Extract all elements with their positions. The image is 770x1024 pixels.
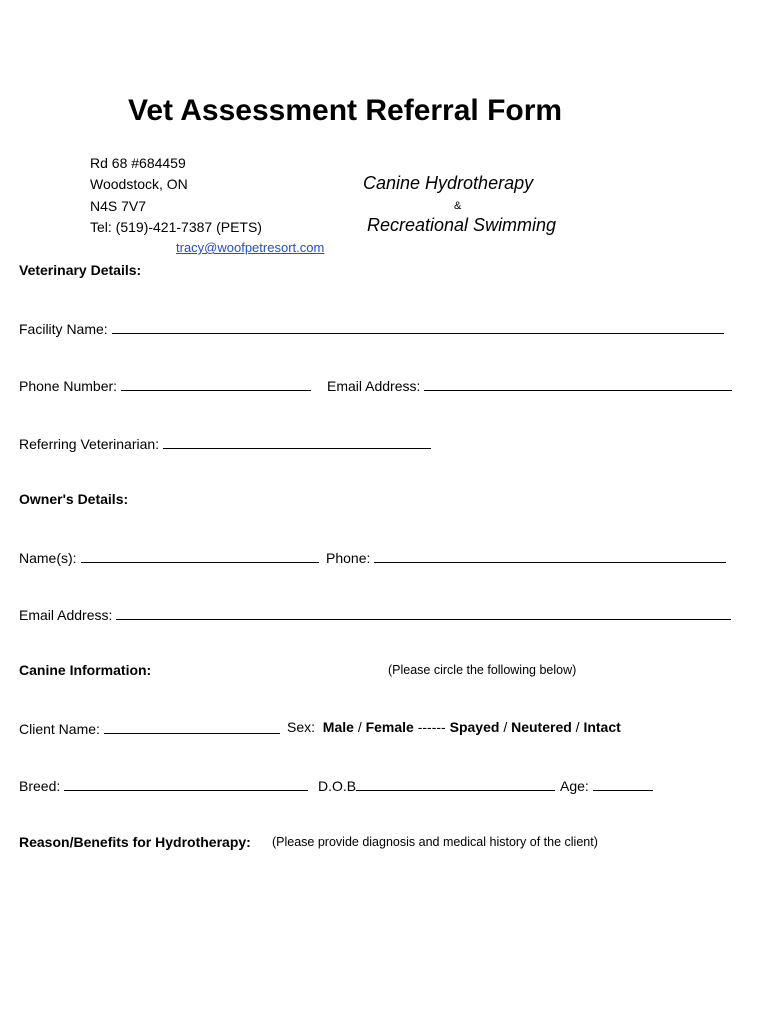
vet-phone-field[interactable] bbox=[121, 376, 311, 391]
service-hydrotherapy: Canine Hydrotherapy bbox=[363, 173, 534, 193]
sex-row bbox=[287, 719, 621, 735]
contact-email-link[interactable]: tracy@woofpetresort.com bbox=[176, 240, 325, 255]
owner-names-field[interactable] bbox=[81, 548, 319, 563]
sex-option-male[interactable]: Male bbox=[322, 719, 354, 735]
owner-email-field[interactable] bbox=[116, 605, 731, 620]
address-line-1: Rd 68 #684459 bbox=[90, 155, 186, 171]
sex-option-female[interactable]: Female bbox=[365, 719, 414, 735]
status-option-neutered[interactable]: Neutered bbox=[511, 719, 572, 735]
referring-vet-row bbox=[19, 434, 431, 452]
client-name-row bbox=[19, 719, 280, 737]
circle-instruction-note: (Please circle the following below) bbox=[388, 663, 577, 677]
address-postal-code: N4S 7V7 bbox=[90, 198, 147, 214]
address-phone: Tel: (519)-421-7387 (PETS) bbox=[90, 219, 262, 235]
owner-phone-field[interactable] bbox=[374, 548, 726, 563]
facility-name-row bbox=[19, 319, 724, 337]
address-line-2: Woodstock, ON bbox=[90, 176, 188, 192]
vet-email-label: Email Address: bbox=[327, 378, 421, 394]
vet-phone-label: Phone Number: bbox=[19, 378, 118, 394]
owner-email-row bbox=[19, 605, 731, 623]
reason-heading: Reason/Benefits for Hydrotherapy: bbox=[19, 834, 251, 850]
status-separator: / bbox=[503, 719, 508, 735]
status-separator: / bbox=[575, 719, 580, 735]
vet-email-row bbox=[327, 376, 732, 394]
age-label: Age: bbox=[560, 778, 589, 794]
sex-label: Sex: bbox=[287, 719, 316, 735]
facility-name-label: Facility Name: bbox=[19, 321, 108, 337]
breed-row bbox=[19, 776, 308, 794]
client-name-field[interactable] bbox=[104, 719, 280, 734]
facility-name-field[interactable] bbox=[112, 319, 724, 334]
reason-note: (Please provide diagnosis and medical history of the client) bbox=[272, 835, 598, 849]
owner-phone-row bbox=[326, 548, 726, 566]
breed-field[interactable] bbox=[64, 776, 308, 791]
owner-names-row bbox=[19, 548, 319, 566]
veterinary-details-heading: Veterinary Details: bbox=[19, 262, 142, 278]
age-row bbox=[560, 776, 653, 794]
service-swimming: Recreational Swimming bbox=[367, 215, 557, 235]
client-name-label: Client Name: bbox=[19, 721, 100, 737]
status-option-spayed[interactable]: Spayed bbox=[449, 719, 500, 735]
form-title: Vet Assessment Referral Form bbox=[128, 94, 563, 127]
referring-vet-field[interactable] bbox=[163, 434, 431, 449]
owner-email-label: Email Address: bbox=[19, 607, 113, 623]
service-ampersand: & bbox=[454, 200, 462, 212]
referring-vet-label: Referring Veterinarian: bbox=[19, 436, 160, 452]
dob-field[interactable] bbox=[356, 776, 555, 791]
sex-dashes: ------ bbox=[417, 719, 446, 735]
age-field[interactable] bbox=[593, 776, 653, 791]
dob-label: D.O.B bbox=[318, 778, 357, 794]
sex-separator: / bbox=[357, 719, 362, 735]
owner-details-heading: Owner's Details: bbox=[19, 491, 129, 507]
vet-phone-row bbox=[19, 376, 311, 394]
breed-label: Breed: bbox=[19, 778, 61, 794]
status-option-intact[interactable]: Intact bbox=[583, 719, 621, 735]
owner-phone-label: Phone: bbox=[326, 550, 371, 566]
vet-email-field[interactable] bbox=[424, 376, 732, 391]
dob-row bbox=[318, 776, 555, 794]
owner-names-label: Name(s): bbox=[19, 550, 77, 566]
canine-info-heading: Canine Information: bbox=[19, 662, 152, 678]
